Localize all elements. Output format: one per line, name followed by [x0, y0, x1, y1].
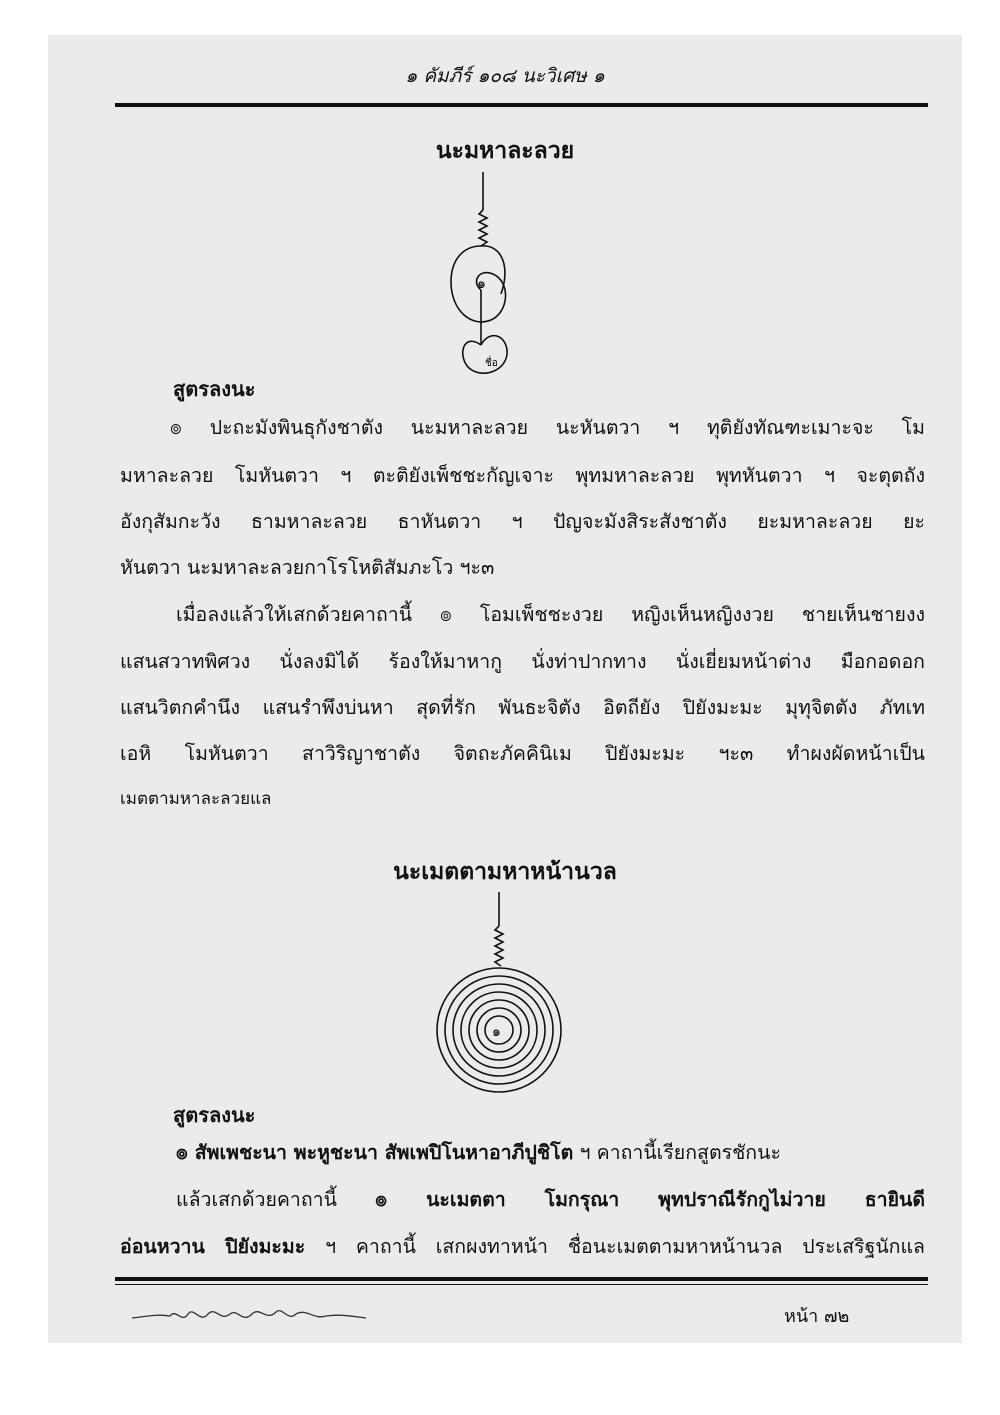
- footer-rule: [115, 1277, 928, 1281]
- signature-scribble: [130, 1300, 370, 1330]
- section2-title: นะเมตตามหาหน้านวล: [393, 858, 617, 885]
- para2-line: แสนสวาทพิศวง นั่งลงมิได้ ร้องให้มาหากู นั่งท่าปากทาง นั่งเยี่ยมหน้าต่าง มือกอดอก: [120, 650, 925, 673]
- section1-title: นะมหาละลวย: [435, 137, 575, 164]
- section2-line2-bold: ๏ นะเมตตา โมกรุณา พุทปราณีรักกูไม่วาย ธายินดี: [375, 1188, 926, 1211]
- yantra-figure-1: [443, 170, 523, 380]
- section1-subheading: สูตรลงนะ: [173, 377, 256, 401]
- para2-line: แสนวิตกคำนึง แสนรำพึงบ่นหา สุดที่รัก พันธะจิตัง อิตถียัง ปิยังมะมะ มุทุจิตตัง ภัทเท: [120, 696, 925, 719]
- section2-line3-bold: อ่อนหวาน ปิยังมะมะ: [120, 1235, 306, 1258]
- section2-line1-bold: ๏ สัพเพชะนา พะหูชะนา สัพเพปิโนหาอาภีปูชิโต: [176, 1141, 574, 1164]
- para2-line: เมื่อลงแล้วให้เสกด้วยคาถานี้ ๏ โอมเพ็ชชะงวย หญิงเห็นหญิงงวย ชายเห็นชายงง: [176, 603, 925, 626]
- para1-line: หันตวา นะมหาละลวยกาโรโหติสัมภะโว ฯะ๓: [120, 556, 495, 579]
- para2-line: เอหิ โมหันตวา สาวิริญาชาตัง จิตถะภัคคินิเม ปิยังมะมะ ฯะ๓ ทำผงผัดหน้าเป็น: [120, 742, 925, 765]
- para1-line: มหาละลวย โมหันตวา ฯ ตะติยังเพ็ชชะกัญเจาะ พุทมหาละลวย พุทหันตวา ฯ จะตุตถัง: [120, 464, 925, 487]
- para1-line: อังกุสัมกะวัง ธามหาละลวย ธาหันตวา ฯ ปัญจะมังสิระสังชาตัง ยะมหาละลวย ยะ: [120, 510, 925, 533]
- section2-line3-rest: ฯ คาถานี้ เสกผงทาหน้า ชื่อนะเมตตามหาหน้านวล ประเสริฐนักแล: [325, 1235, 925, 1258]
- figure1-center-text: ๑: [477, 276, 486, 292]
- figure2-center-text: ๑: [492, 1024, 501, 1040]
- section2-subheading: สูตรลงนะ: [173, 1103, 256, 1127]
- para1-line: ๏ ปะถะมังพินธุกังชาตัง นะมหาละลวย นะหันตวา ฯ ทุติยังทัณฑะเมาะจะ โม: [170, 416, 925, 439]
- figure1-bottom-text: ชื่อ: [485, 358, 498, 369]
- section2-line2-normal: แล้วเสกด้วยคาถานี้: [176, 1188, 337, 1211]
- section2-line: [176, 1184, 925, 1215]
- page-header: ๑ คัมภีร์ ๑๐๘ นะวิเศษ ๑: [405, 65, 605, 87]
- yantra-figure-2: [425, 890, 585, 1095]
- document-page: [48, 35, 962, 1343]
- page-number: หน้า ๗๒: [784, 1306, 850, 1327]
- section2-line1-rest: ฯ คาถานี้เรียกสูตรชักนะ: [579, 1141, 781, 1164]
- section2-line: [120, 1231, 925, 1262]
- footer-rule-thin: [115, 1284, 928, 1285]
- header-rule: [115, 103, 928, 107]
- para2-line: เมตตามหาละลวยแล: [120, 789, 272, 809]
- section2-line: [176, 1137, 925, 1168]
